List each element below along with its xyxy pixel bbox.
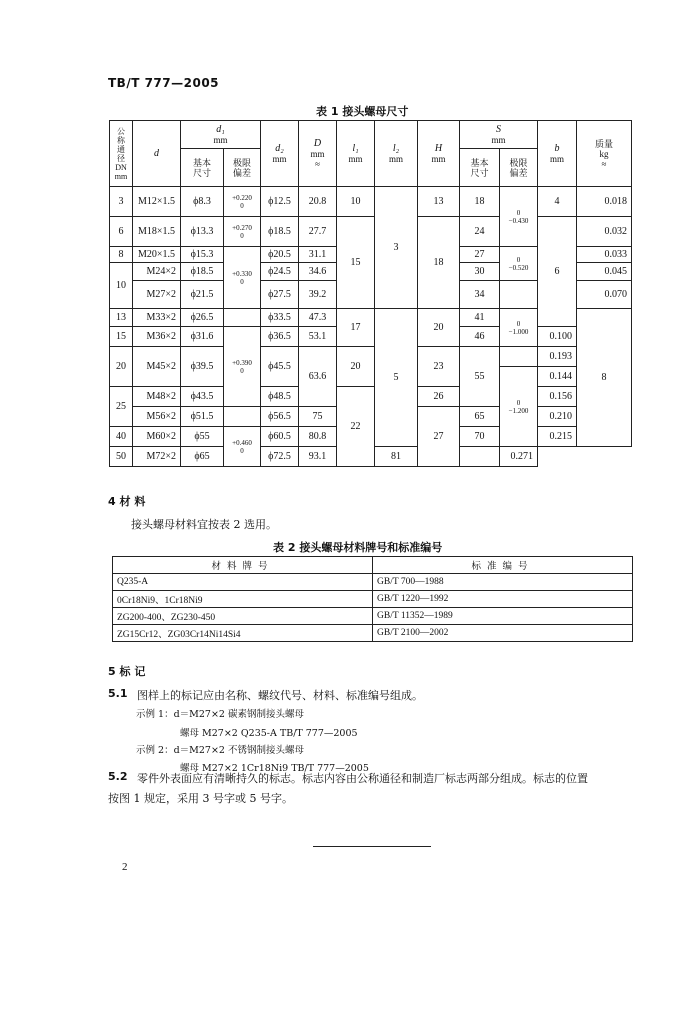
example2-label: 示例 2：d＝M27×2 不锈钢制接头螺母: [136, 745, 304, 756]
cell-s: 81: [375, 447, 418, 467]
clause-5-2-line2: 按图 1 规定，采用 3 号字或 5 号字。: [108, 792, 293, 805]
cell-d2: ϕ24.5: [261, 263, 299, 281]
cell-dn: 40: [110, 427, 133, 447]
cell-standard: GB/T 700—1988: [373, 574, 633, 591]
cell-mass: 0.070: [577, 281, 632, 309]
cell-d1-dev: +0.390 0: [224, 327, 261, 407]
cell-d1: ϕ51.5: [181, 407, 224, 427]
cell-s-dev-blank: [500, 347, 538, 367]
cell-d1: ϕ39.5: [181, 347, 224, 387]
header-standard: 标准编号: [373, 557, 633, 574]
cell-s: 24: [460, 217, 500, 247]
cell-d: M45×2: [133, 347, 181, 387]
clause-5-1-text: 图样上的标记应由名称、螺纹代号、材料、标准编号组成。: [137, 689, 423, 702]
example2-value: 螺母 M27×2 1Cr18Ni9 TB/T 777—2005: [180, 763, 369, 774]
footer-rule: [313, 846, 431, 847]
cell-d2: ϕ20.5: [261, 247, 299, 263]
cell-d2: ϕ72.5: [261, 447, 299, 467]
clause-5-2-line1: 零件外表面应有清晰持久的标志。标志内容由公称通径和制造厂标志两部分组成。标志的位置: [137, 772, 588, 785]
cell-mass: 0.045: [577, 263, 632, 281]
header-d2: d₂ mm: [261, 121, 299, 187]
cell-s: 34: [460, 281, 500, 309]
cell-D: 63.6: [299, 347, 337, 407]
clause-5-1-number: 5.1: [108, 687, 128, 700]
cell-d1: ϕ8.3: [181, 187, 224, 217]
cell-s-dev: 0 −0.430: [500, 187, 538, 247]
cell-dn: 8: [110, 247, 133, 263]
cell-s: 70: [460, 427, 500, 447]
cell-dn: 13: [110, 309, 133, 327]
header-H: H mm: [418, 121, 460, 187]
cell-d: M24×2: [133, 263, 181, 281]
page-number: 2: [122, 861, 128, 873]
cell-d1: ϕ21.5: [181, 281, 224, 309]
cell-D: 47.3: [299, 309, 337, 327]
header-dn: 公 称 通 径 DN mm: [110, 121, 133, 187]
cell-H: 20: [418, 309, 460, 347]
cell-d1: ϕ65: [181, 447, 224, 467]
cell-l1: 17: [337, 309, 375, 347]
example1-label: 示例 1：d＝M27×2 碳素钢制接头螺母: [136, 709, 304, 720]
materials-table: [112, 556, 633, 642]
header-material: 材料牌号: [113, 557, 373, 574]
cell-d1: ϕ55: [181, 427, 224, 447]
cell-D: 31.1: [299, 247, 337, 263]
cell-d1-dev-blank: [224, 407, 261, 427]
cell-d1-dev: +0.330 0: [224, 247, 261, 309]
cell-d: M48×2: [133, 387, 181, 407]
cell-D: 20.8: [299, 187, 337, 217]
cell-b: 8: [577, 309, 632, 447]
cell-d2: ϕ18.5: [261, 217, 299, 247]
cell-d1-dev-blank: [224, 309, 261, 327]
cell-H: 27: [418, 407, 460, 467]
example1-value: 螺母 M27×2 Q235-A TB/T 777—2005: [180, 728, 358, 739]
clause-5-2-number: 5.2: [108, 770, 128, 783]
cell-s: 46: [460, 327, 500, 347]
table-row: [113, 625, 633, 642]
header-s-basic: 基本 尺寸: [460, 149, 500, 187]
cell-dn: 3: [110, 187, 133, 217]
cell-material: 0Cr18Ni9、1Cr18Ni9: [113, 591, 373, 608]
cell-s: 30: [460, 263, 500, 281]
cell-d1-dev: +0.460 0: [224, 427, 261, 467]
cell-mass: 0.032: [577, 217, 632, 247]
cell-d1: ϕ13.3: [181, 217, 224, 247]
cell-s-dev: 0 −1.000: [500, 309, 538, 347]
cell-s: 55: [460, 347, 500, 407]
cell-d1: ϕ43.5: [181, 387, 224, 407]
cell-s: 27: [460, 247, 500, 263]
cell-dn: 6: [110, 217, 133, 247]
cell-D: 39.2: [299, 281, 337, 309]
cell-dn: 25: [110, 387, 133, 427]
cell-mass: 0.144: [538, 367, 577, 387]
document-header: TB/T 777—2005: [108, 76, 220, 90]
cell-s: 18: [460, 187, 500, 217]
cell-l2: 3: [375, 187, 418, 309]
header-l2: l₂ mm: [375, 121, 418, 187]
cell-D: 80.8: [299, 427, 337, 447]
nut-dimensions-table: [109, 120, 632, 467]
cell-d1: ϕ31.6: [181, 327, 224, 347]
cell-s: 41: [460, 309, 500, 327]
cell-D: 75: [299, 407, 337, 427]
cell-mass: 0.100: [538, 327, 577, 347]
cell-dn: 10: [110, 263, 133, 309]
cell-d: M18×1.5: [133, 217, 181, 247]
header-d1-deviation: 极限 偏差: [224, 149, 261, 187]
cell-d2: ϕ12.5: [261, 187, 299, 217]
cell-s-dev: 0 −1.200: [500, 367, 538, 447]
cell-d: M20×1.5: [133, 247, 181, 263]
header-d: d: [133, 121, 181, 187]
cell-l1: 22: [337, 387, 375, 467]
cell-D: 93.1: [299, 447, 337, 467]
cell-l2: 5: [375, 309, 418, 447]
cell-mass: 0.156: [538, 387, 577, 407]
cell-b: 6: [538, 217, 577, 327]
header-s-deviation: 极限 偏差: [500, 149, 538, 187]
cell-mass: 0.033: [577, 247, 632, 263]
header-b: b mm: [538, 121, 577, 187]
cell-material: ZG200-400、ZG230-450: [113, 608, 373, 625]
table-row: [113, 608, 633, 625]
cell-H: 26: [418, 387, 460, 407]
section4-text: 接头螺母材料宜按表 2 选用。: [131, 518, 277, 531]
cell-l1: 15: [337, 217, 375, 309]
cell-d2: ϕ60.5: [261, 427, 299, 447]
header-D: D mm ≈: [299, 121, 337, 187]
cell-mass: 0.215: [538, 427, 577, 447]
cell-s-dev: 0 −0.520: [500, 247, 538, 281]
cell-mass: 0.271: [500, 447, 538, 467]
cell-d1: ϕ15.3: [181, 247, 224, 263]
cell-D: 53.1: [299, 327, 337, 347]
header-d1-basic: 基本 尺寸: [181, 149, 224, 187]
cell-d1-dev: +0.220 0: [224, 187, 261, 217]
cell-s-dev-blank: [460, 447, 500, 467]
cell-d: M27×2: [133, 281, 181, 309]
cell-d2: ϕ27.5: [261, 281, 299, 309]
cell-mass: 0.193: [538, 347, 577, 367]
header-mass: 质量 kg ≈: [577, 121, 632, 187]
cell-dn: 15: [110, 327, 133, 347]
table-row: [113, 591, 633, 608]
table1-caption: 表 1 接头螺母尺寸: [316, 105, 409, 118]
cell-mass: 0.018: [577, 187, 632, 217]
cell-H: 23: [418, 347, 460, 387]
cell-b: 4: [538, 187, 577, 217]
header-S: S mm: [460, 121, 538, 149]
cell-D: 34.6: [299, 263, 337, 281]
cell-d: M72×2: [133, 447, 181, 467]
cell-d2: ϕ33.5: [261, 309, 299, 327]
cell-d2: ϕ45.5: [261, 347, 299, 387]
cell-d2: ϕ36.5: [261, 327, 299, 347]
header-d1: d₁ mm: [181, 121, 261, 149]
header-l1: l₁ mm: [337, 121, 375, 187]
table2-caption: 表 2 接头螺母材料牌号和标准编号: [273, 541, 443, 554]
section5-heading: 5 标 记: [108, 665, 146, 678]
cell-d: M56×2: [133, 407, 181, 427]
cell-D: 27.7: [299, 217, 337, 247]
cell-d: M36×2: [133, 327, 181, 347]
cell-dn: 50: [110, 447, 133, 467]
cell-d1: ϕ26.5: [181, 309, 224, 327]
cell-d: M12×1.5: [133, 187, 181, 217]
cell-dn: 20: [110, 347, 133, 387]
cell-H: 18: [418, 217, 460, 309]
cell-standard: GB/T 11352—1989: [373, 608, 633, 625]
cell-l1: 20: [337, 347, 375, 387]
cell-standard: GB/T 1220—1992: [373, 591, 633, 608]
table-row: [113, 574, 633, 591]
cell-material: Q235-A: [113, 574, 373, 591]
cell-d2: ϕ56.5: [261, 407, 299, 427]
cell-d1: ϕ18.5: [181, 263, 224, 281]
cell-material: ZG15Cr12、ZG03Cr14Ni14Si4: [113, 625, 373, 642]
cell-d1-dev: +0.270 0: [224, 217, 261, 247]
cell-s: 65: [460, 407, 500, 427]
cell-mass: 0.210: [538, 407, 577, 427]
cell-standard: GB/T 2100—2002: [373, 625, 633, 642]
cell-s-dev-blank: [500, 281, 538, 309]
cell-l1: 10: [337, 187, 375, 217]
cell-d: M60×2: [133, 427, 181, 447]
cell-d2: ϕ48.5: [261, 387, 299, 407]
section4-heading: 4 材 料: [108, 495, 146, 508]
cell-d: M33×2: [133, 309, 181, 327]
cell-H: 13: [418, 187, 460, 217]
